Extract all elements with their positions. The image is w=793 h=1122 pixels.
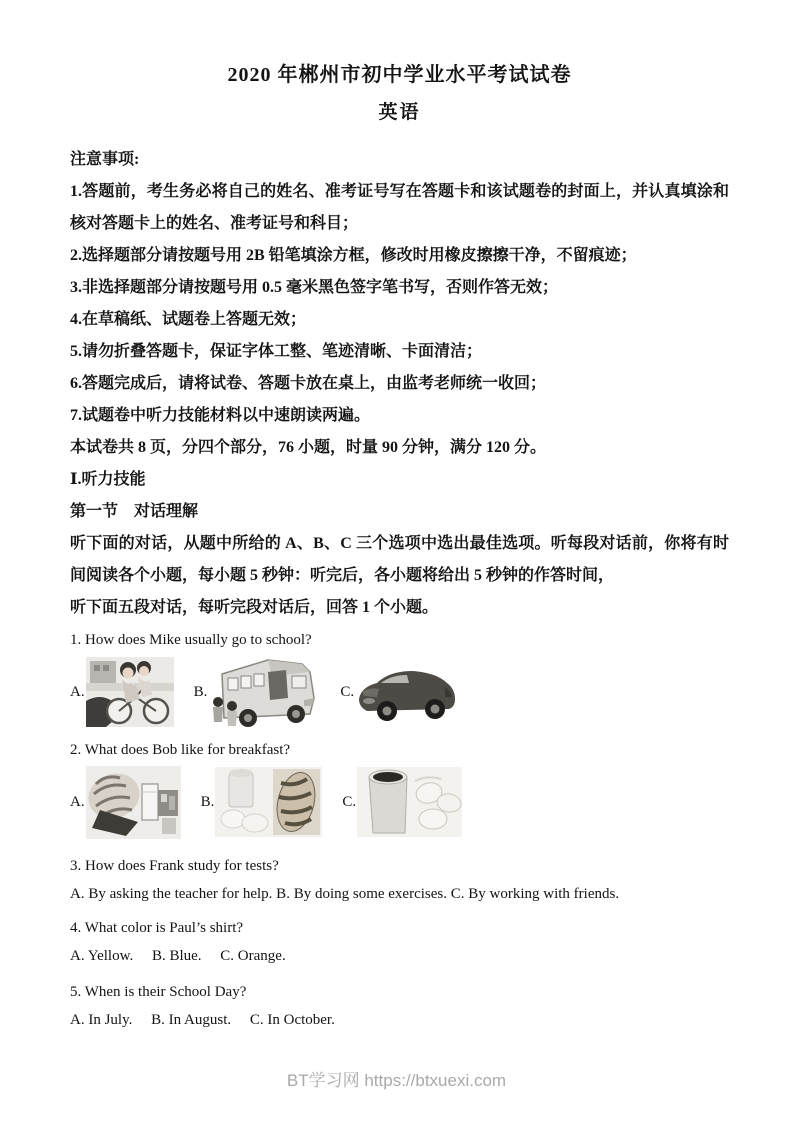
question-2-text: 2. What does Bob like for breakfast? — [70, 742, 291, 758]
question-1-option-c — [340, 657, 459, 727]
question-1-text: 1. How does Mike usually go to school? — [70, 632, 312, 648]
paper-summary: 本试卷共 8 页，分四个部分，76 小题，时量 90 分钟，满分 120 分。 — [70, 439, 547, 456]
two-children-on-bicycle-image — [86, 657, 174, 727]
site-watermark — [0, 1066, 793, 1091]
option-label-c: C. — [340, 683, 355, 700]
question-1-option-a — [70, 657, 174, 727]
mug-and-eggs-image — [357, 767, 462, 837]
option-label-b: B. — [193, 683, 208, 700]
question-2-option-b — [201, 767, 323, 837]
part1-title: 第一节 对话理解 — [70, 503, 199, 520]
subject-title: 英语 — [378, 102, 421, 123]
question-3-text: 3. How does Frank study for tests? — [70, 858, 279, 874]
notice-item-2: 2.选择题部分请按题号用 2B 铅笔填涂方框，修改时用橡皮擦擦干净，不留痕迹； — [70, 247, 637, 264]
section-title-listening: Ⅰ.听力技能 — [70, 471, 146, 488]
watermark-link[interactable]: BT学习网 https://btxuexi.com — [286, 1071, 507, 1090]
option-label-a: A. — [70, 683, 85, 700]
question-5-text: 5. When is their School Day? — [70, 984, 247, 1000]
part1-sub-instruction: 听下面五段对话，每听完段对话后，回答 1 个小题。 — [70, 599, 439, 616]
question-2-option-a — [70, 766, 181, 839]
notice-item-1: 1.答题前，考生务必将自己的姓名、准考证号写在答题卡和该试题卷的封面上，并认真填涂和核对答题卡上的姓名、准考证号和科目； — [70, 183, 729, 232]
sports-car-image — [355, 657, 459, 727]
milk-eggs-and-bread-roll-image — [215, 767, 322, 837]
option-label-a: A. — [70, 793, 85, 810]
notice-item-3: 3.非选择题部分请按题号用 0.5 毫米黑色签字笔书写，否则作答无效； — [70, 279, 559, 296]
question-2-option-c — [342, 767, 462, 837]
question-1-option-b — [194, 654, 321, 730]
notice-heading: 注意事项: — [70, 151, 140, 168]
option-label-c: C. — [342, 793, 357, 810]
question-1-options — [70, 654, 729, 730]
page-title: 2020 年郴州市初中学业水平考试试卷 — [227, 64, 572, 86]
notice-item-7: 7.试题卷中听力技能材料以中速朗读两遍。 — [70, 407, 371, 424]
question-3-options: A. By asking the teacher for help. B. By doing some exercises. C. By working with friends. — [70, 886, 620, 902]
question-4-options: A. Yellow. B. Blue. C. Orange. — [70, 948, 286, 964]
part1-instructions: 听下面的对话，从题中所给的 A、B、C 三个选项中选出最佳选项。听每段对话前，你将有时间阅读各个小题，每小题 5 秒钟：听完后，各小题将给出 5 秒钟的作答时间， — [70, 535, 729, 584]
question-4-text: 4. What color is Paul’s shirt? — [70, 920, 244, 936]
school-bus-with-children-image — [208, 654, 320, 730]
question-2-options — [70, 764, 729, 840]
notice-item-6: 6.答题完成后，请将试卷、答题卡放在桌上，由监考老师统一收回； — [70, 375, 547, 392]
question-5-options: A. In July. B. In August. C. In October. — [70, 1012, 335, 1028]
bread-and-glass-of-milk-image — [86, 766, 181, 839]
notice-item-5: 5.请勿折叠答题卡，保证字体工整、笔迹清晰、卡面清洁； — [70, 343, 483, 360]
option-label-b: B. — [200, 793, 215, 810]
notice-item-4: 4.在草稿纸、试题卷上答题无效； — [70, 311, 307, 328]
